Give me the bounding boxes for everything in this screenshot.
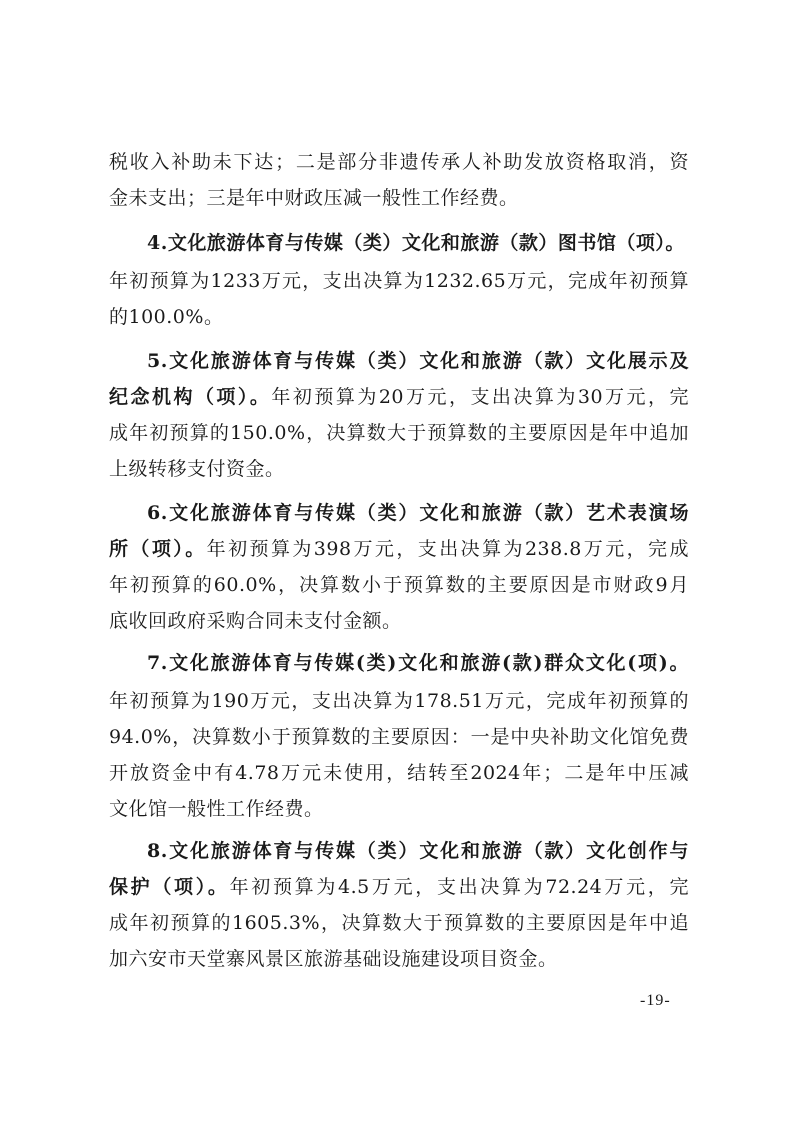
paragraph-line	[109, 570, 689, 600]
paragraph-line	[109, 147, 689, 177]
line-text: 成年初预算的1605.3%，决算数大于预算数的主要原因是年中追	[109, 912, 689, 934]
paragraph-line	[109, 266, 689, 296]
line-text: 成年初预算的150.0%，决算数大于预算数的主要原因是年中追加	[109, 422, 689, 444]
section-heading-text: 保护（项）。	[109, 876, 230, 898]
section-7-heading	[147, 648, 689, 678]
paragraph-line	[109, 794, 689, 824]
section-heading-text: 7.文化旅游体育与传媒(类)文化和旅游(款)群众文化(项)。	[147, 652, 689, 674]
paragraph-line	[109, 454, 689, 484]
section-4-heading	[147, 228, 689, 258]
paragraph-line	[109, 908, 689, 938]
line-text: 年初预算为4.5万元，支出决算为72.24万元，完	[229, 876, 689, 898]
paragraph-line	[109, 418, 689, 448]
paragraph-line	[109, 183, 689, 213]
line-text: 的100.0%。	[109, 306, 224, 328]
paragraph-line	[109, 758, 689, 788]
section-heading-text: 4.文化旅游体育与传媒（类）文化和旅游（款）图书馆（项）。	[147, 232, 685, 254]
line-text: 年初预算为20万元，支出决算为30万元，完	[271, 386, 689, 408]
section-heading-text: 5.文化旅游体育与传媒（类）文化和旅游（款）文化展示及	[147, 350, 689, 372]
page-number: -19-	[640, 992, 671, 1009]
paragraph-line	[109, 382, 689, 412]
line-text: 底收回政府采购合同未支付金额。	[109, 610, 402, 632]
line-text: 年初预算的60.0%，决算数小于预算数的主要原因是市财政9月	[109, 574, 689, 596]
paragraph-line	[109, 302, 689, 332]
line-text: 加六安市天堂寨风景区旅游基础设施建设项目资金。	[109, 948, 558, 970]
line-text: 年初预算为1233万元，支出决算为1232.65万元，完成年初预算	[109, 270, 689, 292]
line-text: 文化馆一般性工作经费。	[109, 798, 324, 820]
paragraph-line	[109, 722, 689, 752]
line-text: 94.0%，决算数小于预算数的主要原因：一是中央补助文化馆免费	[109, 726, 689, 748]
line-text: 开放资金中有4.78万元未使用，结转至2024年；二是年中压减	[109, 762, 689, 784]
paragraph-line	[109, 534, 689, 564]
section-heading-text: 6.文化旅游体育与传媒（类）文化和旅游（款）艺术表演场	[147, 502, 689, 524]
line-text: 上级转移支付资金。	[109, 458, 285, 480]
line-text: 年初预算为398万元，支出决算为238.8万元，完成	[206, 538, 689, 560]
paragraph-line	[109, 944, 689, 974]
section-5-heading	[147, 346, 689, 376]
paragraph-line	[109, 606, 689, 636]
paragraph-line	[109, 872, 689, 902]
section-heading-text: 纪念机构（项）。	[109, 386, 272, 408]
line-text: 年初预算为190万元，支出决算为178.51万元，完成年初预算的	[109, 690, 689, 712]
section-heading-text: 所（项）。	[109, 538, 207, 560]
line-text: 金未支出；三是年中财政压减一般性工作经费。	[109, 187, 519, 209]
section-8-heading	[147, 836, 689, 866]
paragraph-line	[109, 686, 689, 716]
section-6-heading	[147, 498, 689, 528]
line-text: 税收入补助未下达；二是部分非遗传承人补助发放资格取消，资	[109, 151, 689, 173]
section-heading-text: 8.文化旅游体育与传媒（类）文化和旅游（款）文化创作与	[147, 840, 689, 862]
